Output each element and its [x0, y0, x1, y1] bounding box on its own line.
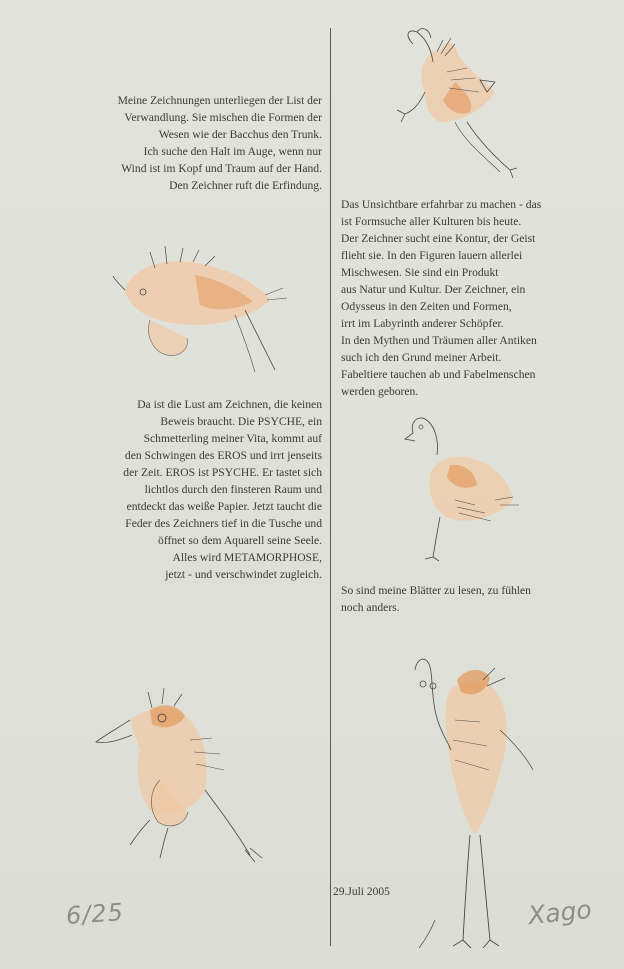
text-line: So sind meine Blätter zu lesen, zu fühlen: [341, 584, 531, 597]
text-line: noch anders.: [341, 601, 400, 614]
text-line: lichtlos durch den finsteren Raum und: [144, 483, 322, 496]
text-line: Alles wird METAMORPHOSE,: [172, 551, 322, 564]
text-line: Fabeltiere tauchen ab und Fabelmenschen: [341, 368, 536, 381]
text-line: Meine Zeichnungen unterliegen der List der: [117, 94, 322, 107]
text-line: Wind ist im Kopf und Traum auf der Hand.: [121, 162, 322, 175]
text-block-verwandlung: [60, 92, 322, 194]
text-line: irrt im Labyrinth anderer Schöpfer.: [341, 317, 504, 330]
drawing-bird-creature-top: [385, 22, 535, 182]
text-line: der Zeit. EROS ist PSYCHE. Er tastet sich: [123, 466, 322, 479]
center-divider-line: [330, 28, 331, 946]
text-line: Das Unsichtbare erfahrbar zu machen - das: [341, 198, 542, 211]
text-line: Wesen wie der Bacchus den Trunk.: [158, 128, 322, 141]
text-line: In den Mythen und Träumen aller Antiken: [341, 334, 537, 347]
text-block-blaetter: [341, 582, 591, 616]
text-line: werden geboren.: [341, 385, 419, 398]
text-line: den Schwingen des EROS und irrt jenseits: [124, 449, 322, 462]
text-line: ist Formsuche aller Kulturen bis heute.: [341, 215, 522, 228]
text-line: Ich suche den Halt im Auge, wenn nur: [143, 145, 322, 158]
text-line: Odysseus in den Zeiten und Formen,: [341, 300, 512, 313]
text-line: Mischwesen. Sie sind ein Produkt: [341, 266, 499, 279]
text-block-unsichtbare: [341, 196, 591, 400]
text-line: Beweis braucht. Die PSYCHE, ein: [160, 415, 322, 428]
text-line: entdeckt das weiße Papier. Jetzt taucht die: [126, 500, 322, 513]
drawing-bird-creature-bottom-left: [90, 680, 280, 870]
text-block-psyche: [60, 396, 322, 583]
text-line: Feder des Zeichners tief in die Tusche und: [125, 517, 322, 530]
date-text: 29.Juli 2005: [333, 886, 390, 898]
text-line: Schmetterling meiner Vita, kommt auf: [143, 432, 322, 445]
text-line: Verwandlung. Sie mischen die Formen der: [124, 111, 322, 124]
artist-signature: Xago: [526, 894, 593, 931]
edition-number: 6/25: [65, 898, 125, 930]
text-line: Da ist die Lust am Zeichnen, die keinen: [137, 398, 322, 411]
text-line: flieht sie. In den Figuren lauern allerlei: [341, 249, 523, 262]
text-line: Der Zeichner sucht eine Kontur, der Geist: [341, 232, 536, 245]
drawing-standing-figure: [395, 650, 535, 955]
drawing-fish-creature: [105, 240, 295, 380]
drawing-bird-creature-middle: [395, 405, 535, 565]
text-line: Den Zeichner ruft die Erfindung.: [169, 179, 322, 192]
text-line: jetzt - und verschwindet zugleich.: [165, 568, 322, 581]
text-line: aus Natur und Kultur. Der Zeichner, ein: [341, 283, 526, 296]
text-line: öffnet so dem Aquarell seine Seele.: [158, 534, 322, 547]
text-line: such ich den Grund meiner Arbeit.: [341, 351, 502, 364]
